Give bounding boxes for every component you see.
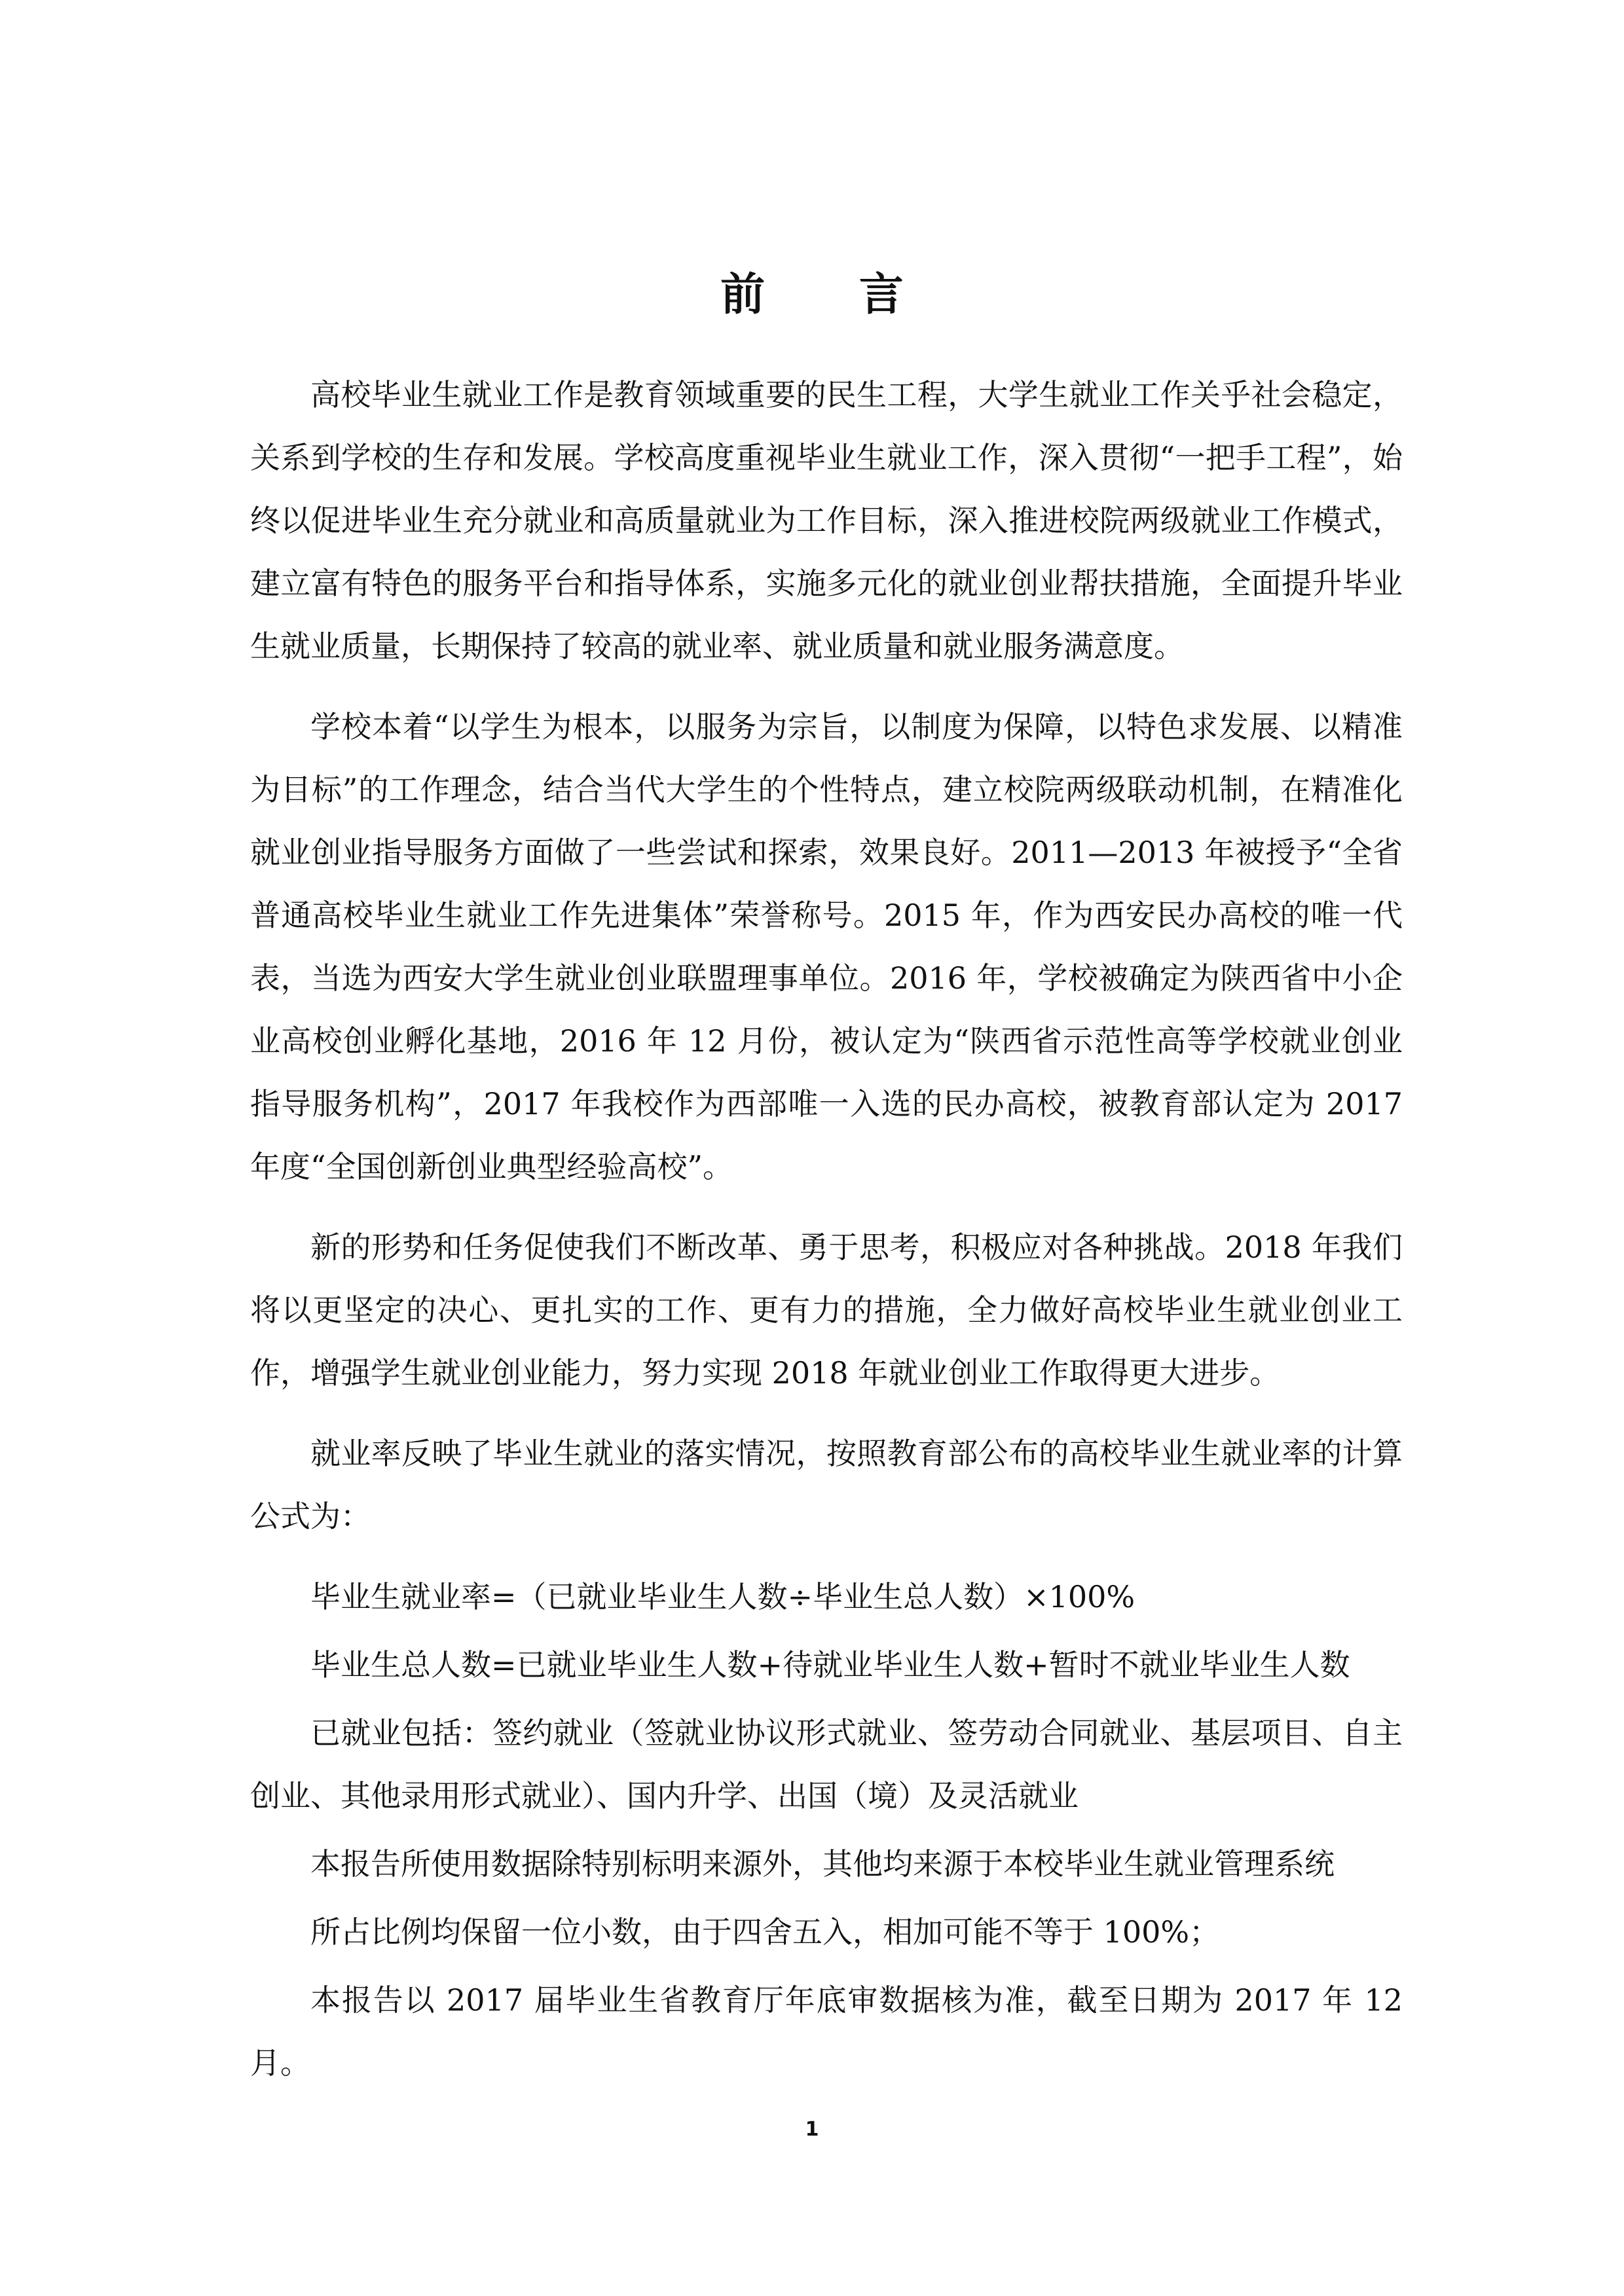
definition-employed: 已就业包括：签约就业（签就业协议形式就业、签劳动合同就业、基层项目、自主创业、其他录用形式就业）、国内升学、出国（境）及灵活就业 <box>250 1715 1403 1813</box>
formula-total-graduates: 毕业生总人数=已就业毕业生人数+待就业毕业生人数+暂时不就业毕业生人数 <box>310 1647 1350 1683</box>
note-rounding: 所占比例均保留一位小数，由于四舍五入，相加可能不等于 100%； <box>310 1914 1220 1950</box>
paragraph-school-achievements: 学校本着“以学生为根本，以服务为宗旨，以制度为保障，以特色求发展、以精准为目标”的工作理念，结合当代大学生的个性特点，建立校院两级联动机制，在精准化就业创业指导服务方面做了一些尝试和探索，效果良好。2011—2013 年被授予“全省普通高校毕业生就业工作先进集体”荣誉称号。2015 年，作为西安民办高校的唯一代表，当选为西安大学生就业创业联盟理事单位。2016 年，学校被确定为陕西省中小企业高校创业孵化基地，2016 年 12 月份，被认定为“陕西省示范性高等学校就业创业指导服务机构”，2017 年我校作为西部唯一入选的民办高校，被教育部认定为 2017 年度“全国创新创业典型经验高校”。 <box>250 709 1403 1184</box>
formula-employment-rate: 毕业生就业率=（已就业毕业生人数÷毕业生总人数）×100% <box>310 1579 1135 1614</box>
body-text <box>250 363 1403 2100</box>
page-title: 前 言 <box>720 268 943 321</box>
note-cutoff-date: 本报告以 2017 届毕业生省教育厅年底审数据核为准，截至日期为 2017 年 12 月。 <box>250 1982 1403 2081</box>
note-data-source: 本报告所使用数据除特别标明来源外，其他均来源于本校毕业生就业管理系统 <box>310 1846 1335 1882</box>
paragraph-intro: 高校毕业生就业工作是教育领域重要的民生工程，大学生就业工作关乎社会稳定，关系到学校的生存和发展。学校高度重视毕业生就业工作，深入贯彻“一把手工程”，始终以促进毕业生充分就业和高质量就业为工作目标，深入推进校院两级就业工作模式，建立富有特色的服务平台和指导体系，实施多元化的就业创业帮扶措施，全面提升毕业生就业质量，长期保持了较高的就业率、就业质量和就业服务满意度。 <box>250 377 1403 664</box>
paragraph-new-situation: 新的形势和任务促使我们不断改革、勇于思考，积极应对各种挑战。2018 年我们将以更坚定的决心、更扎实的工作、更有力的措施，全力做好高校毕业生就业创业工作，增强学生就业创业能力，努力实现 2018 年就业创业工作取得更大进步。 <box>250 1230 1403 1391</box>
paragraph-employment-rate: 就业率反映了毕业生就业的落实情况，按照教育部公布的高校毕业生就业率的计算公式为： <box>250 1436 1403 1534</box>
page-number: 1 <box>805 2118 819 2141</box>
